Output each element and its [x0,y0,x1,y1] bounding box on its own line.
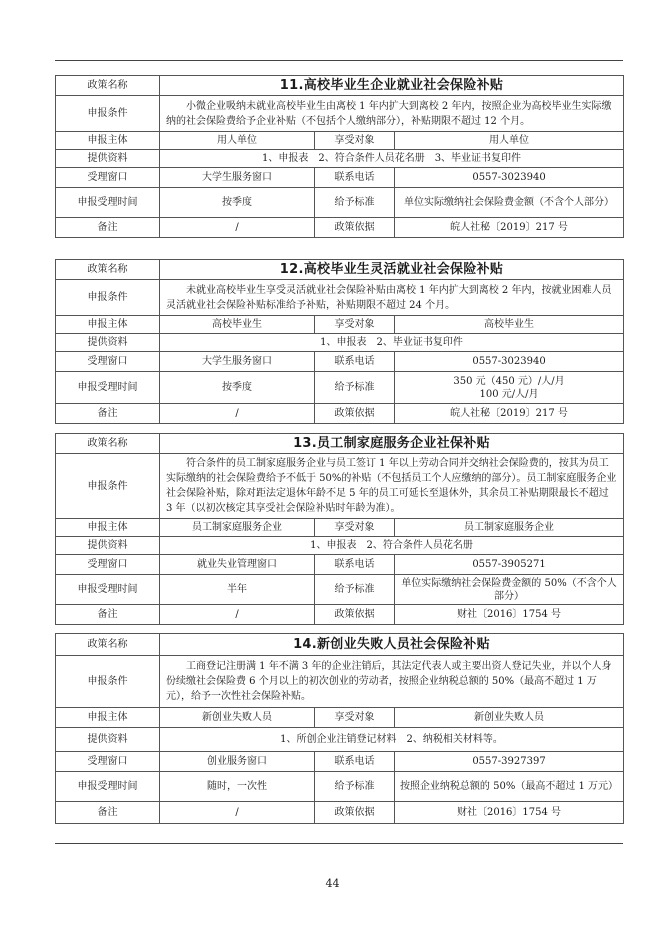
label-basis: 政策依据 [315,404,395,424]
window-value: 大学生服务窗口 [160,168,315,188]
label-policy-name: 政策名称 [56,76,160,96]
time-value: 按季度 [160,188,315,218]
standard-value [395,372,624,404]
note-value: / [160,802,315,824]
label-subject: 申报主体 [56,132,160,150]
policy-title: 14.新创业失败人员社会保险补贴 [160,634,624,656]
materials-value: 1、申报表 2、符合条件人员花名册 [160,537,624,555]
policy-title: 13.员工制家庭服务企业社保补贴 [160,434,624,454]
subject-value: 高校毕业生 [160,316,315,334]
label-condition: 申报条件 [56,656,160,708]
note-value: / [160,218,315,238]
label-time: 申报受理时间 [56,772,160,802]
label-window: 受理窗口 [56,168,160,188]
label-window: 受理窗口 [56,555,160,575]
window-value: 就业失业管理窗口 [160,555,315,575]
note-value: / [160,404,315,424]
policy-table-14 [55,633,624,824]
bottom-rule [55,843,623,844]
label-phone: 联系电话 [315,752,395,772]
label-materials: 提供资料 [56,728,160,752]
subject-value: 新创业失败人员 [160,708,315,728]
standard-value: 单位实际缴纳社会保险费金额的 50%（不含个人部分） [395,575,624,605]
label-phone: 联系电话 [315,555,395,575]
label-subject: 申报主体 [56,316,160,334]
standard-value: 按照企业纳税总额的 50%（最高不超过 1 万元） [395,772,624,802]
policy-title: 11.高校毕业生企业就业社会保险补贴 [160,76,624,96]
target-value: 员工制家庭服务企业 [395,519,624,537]
materials-value: 1、申报表 2、毕业证书复印件 [160,334,624,352]
target-value: 高校毕业生 [395,316,624,334]
label-target: 享受对象 [315,519,395,537]
basis-value: 财社〔2016〕1754 号 [395,802,624,824]
time-value: 半年 [160,575,315,605]
label-standard: 给予标准 [315,772,395,802]
label-basis: 政策依据 [315,802,395,824]
target-value: 用人单位 [395,132,624,150]
label-condition: 申报条件 [56,454,160,519]
label-materials: 提供资料 [56,334,160,352]
note-value: / [160,605,315,625]
label-policy-name: 政策名称 [56,634,160,656]
label-note: 备注 [56,404,160,424]
subject-value: 用人单位 [160,132,315,150]
condition-text: 小微企业吸纳未就业高校毕业生由离校 1 年内扩大到离校 2 年内，按照企业为高校毕业生实际缴纳的社会保险费给予企业补贴（不包括个人缴纳部分），补贴期限不超过 12 个月。 [160,96,624,132]
standard-line-1: 350 元（450 元）/人/月 [453,375,565,387]
label-materials: 提供资料 [56,537,160,555]
subject-value: 员工制家庭服务企业 [160,519,315,537]
label-subject: 申报主体 [56,519,160,537]
time-value: 按季度 [160,372,315,404]
condition-text: 未就业高校毕业生享受灵活就业社会保险补贴由离校 1 年内扩大到离校 2 年内，按就业困难人员灵活就业社会保险补贴标准给予补贴，补贴期限不超过 24 个月。 [160,280,624,316]
label-policy-name: 政策名称 [56,434,160,454]
policy-title: 12.高校毕业生灵活就业社会保险补贴 [160,260,624,280]
phone-value: 0557-3927397 [395,752,624,772]
label-standard: 给予标准 [315,575,395,605]
label-basis: 政策依据 [315,605,395,625]
materials-value: 1、申报表 2、符合条件人员花名册 3、毕业证书复印件 [160,150,624,168]
standard-value: 单位实际缴纳社会保险费金额（不含个人部分） [395,188,624,218]
policy-table-11 [55,75,624,238]
label-target: 享受对象 [315,316,395,334]
label-phone: 联系电话 [315,168,395,188]
label-standard: 给予标准 [315,188,395,218]
condition-text: 符合条件的员工制家庭服务企业与员工签订 1 年以上劳动合同并交纳社会保险费的，按其为员工实际缴纳的社会保险费给予不低于 50%的补贴（不包括员工个人应缴纳的部分）。员工制家庭服务企业社会保险补贴，除对距法定退休年龄不足 5 年的员工可延长至退休外，其余员工补贴期限最长不超过 3 年（以初次核定其享受社会保险补贴时年龄为准）。 [160,454,624,519]
target-value: 新创业失败人员 [395,708,624,728]
label-basis: 政策依据 [315,218,395,238]
phone-value: 0557-3905271 [395,555,624,575]
window-value: 大学生服务窗口 [160,352,315,372]
label-condition: 申报条件 [56,96,160,132]
basis-value: 皖人社秘〔2019〕217 号 [395,218,624,238]
basis-value: 皖人社秘〔2019〕217 号 [395,404,624,424]
label-time: 申报受理时间 [56,188,160,218]
label-time: 申报受理时间 [56,372,160,404]
label-standard: 给予标准 [315,372,395,404]
policy-table-13 [55,433,624,625]
phone-value: 0557-3023940 [395,168,624,188]
phone-value: 0557-3023940 [395,352,624,372]
label-subject: 申报主体 [56,708,160,728]
policy-table-12 [55,259,624,424]
label-policy-name: 政策名称 [56,260,160,280]
top-rule [55,60,623,61]
label-materials: 提供资料 [56,150,160,168]
condition-text: 工商登记注册满 1 年不满 3 年的企业注销后，其法定代表人或主要出资人登记失业，并以个人身份续缴社会保险费 6 个月以上的初次创业的劳动者，按照企业纳税总额的 50%（最高不超过 1 万元），给予一次性社会保险补贴。 [160,656,624,708]
label-time: 申报受理时间 [56,575,160,605]
label-target: 享受对象 [315,708,395,728]
label-window: 受理窗口 [56,752,160,772]
basis-value: 财社〔2016〕1754 号 [395,605,624,625]
label-phone: 联系电话 [315,352,395,372]
time-value: 随时，一次性 [160,772,315,802]
label-condition: 申报条件 [56,280,160,316]
label-window: 受理窗口 [56,352,160,372]
label-note: 备注 [56,605,160,625]
label-note: 备注 [56,802,160,824]
window-value: 创业服务窗口 [160,752,315,772]
standard-line-2: 100 元/人/月 [479,388,539,400]
materials-value: 1、所创企业注销登记材料 2、纳税相关材料等。 [160,728,624,752]
label-target: 享受对象 [315,132,395,150]
page-number: 44 [325,877,340,890]
label-note: 备注 [56,218,160,238]
